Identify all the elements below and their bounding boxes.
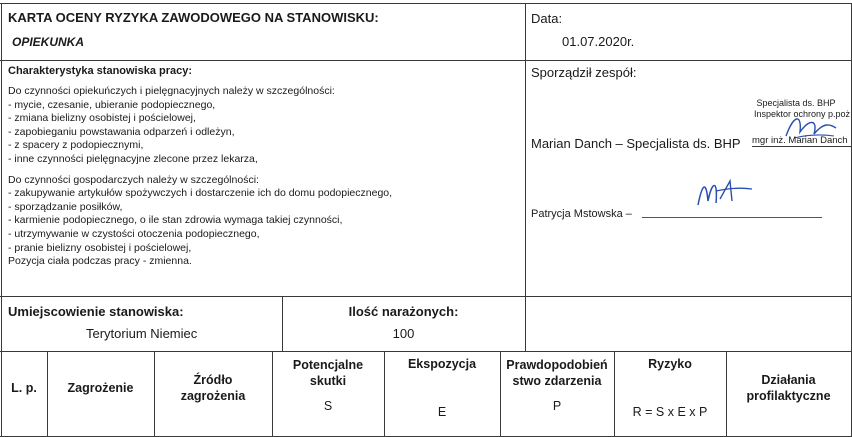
divider-header [0,60,852,61]
col-effects-line: skutki [309,374,347,388]
divider-characteristics [0,296,852,297]
household-item: - karmienie podopiecznego, o ile stan zdrowia wymaga takiej czynności, [8,214,343,227]
col-hazard: Zagrożenie [67,381,134,395]
col-exposure-symbol: E [437,405,447,419]
col-source-line: Źródło [193,373,233,387]
col-source [154,372,272,404]
col-probability-line: Prawdopodobień [506,358,608,372]
team-title: Sporządził zespół: [531,65,637,80]
household-item: - sporządzanie posiłków, [8,200,123,213]
signature-scribble-icon [690,175,754,209]
team-member-2: Patrycja Mstowska – [531,208,632,220]
col-risk-formula: R = S x E x P [632,405,708,419]
care-item: - mycie, czesanie, ubieranie podopiecznego, [8,98,216,111]
col-probability [500,357,614,389]
exposed-label: Ilość narażonych: [348,304,459,319]
household-item: - pranie bielizny osobistej i pościelowej, [8,241,192,254]
col-source-line: zagrożenia [180,389,246,403]
stamp-name: mgr inż. Marian Danch [752,135,852,147]
care-item: - zapobieganiu powstawania odparzeń i odleżyn, [8,125,235,138]
care-intro: Do czynności opiekuńczych i pielęgnacyjnych należy w szczególności: [8,85,335,97]
posture: Pozycja ciała podczas pracy - zmienna. [8,255,192,268]
divider-main-col [525,3,526,351]
col-effects [272,357,384,389]
exposed-value: 100 [392,326,415,341]
col-effects-symbol: S [323,399,333,413]
stamp-line: Specjalista ds. BHP [756,98,836,108]
col-actions-line: Działania [761,373,816,387]
date-value: 01.07.2020r. [562,34,635,49]
col-exposure: Ekspozycja [407,357,477,371]
border-left [1,3,2,437]
card-title: KARTA OCENY RYZYKA ZAWODOWEGO NA STANOWISKU: [8,10,379,25]
team-member-1: Marian Danch – Specjalista ds. BHP [531,136,741,151]
divider-location [0,351,852,352]
col-effects-line: Potencjalne [292,358,364,372]
household-intro: Do czynności gospodarczych należy w szczególności: [8,173,259,186]
care-item: - zmiana bielizny osobistej i pościelowej, [8,112,196,125]
household-item: - zakupywanie artykułów spożywczych i dostarczenie ich do domu podopiecznego, [8,187,393,200]
border-top [0,3,852,4]
signature-line [642,217,822,218]
col-actions [726,372,851,404]
stamp-line: Inspektor ochrony p.poż [753,109,850,119]
date-label: Data: [531,11,563,26]
col-lp: L. p. [11,381,37,395]
care-item: - z spacery z podopiecznymi, [8,139,144,152]
col-risk: Ryzyko [648,357,692,371]
characteristics-title: Charakterystyka stanowiska pracy: [8,65,193,77]
col-actions-line: profilaktyczne [746,389,831,403]
location-label: Umiejscowienie stanowiska: [8,304,184,319]
characteristics-body [8,85,392,269]
location-value: Terytorium Niemiec [86,326,198,341]
care-item: - inne czynności pielęgnacyjne zlecone przez lekarza, [8,152,258,165]
col-probability-symbol: P [552,399,562,413]
position-name: OPIEKUNKA [12,35,85,49]
col-probability-line: stwo zdarzenia [512,374,602,388]
household-item: - utrzymywanie w czystości otoczenia podopiecznego, [8,227,260,240]
